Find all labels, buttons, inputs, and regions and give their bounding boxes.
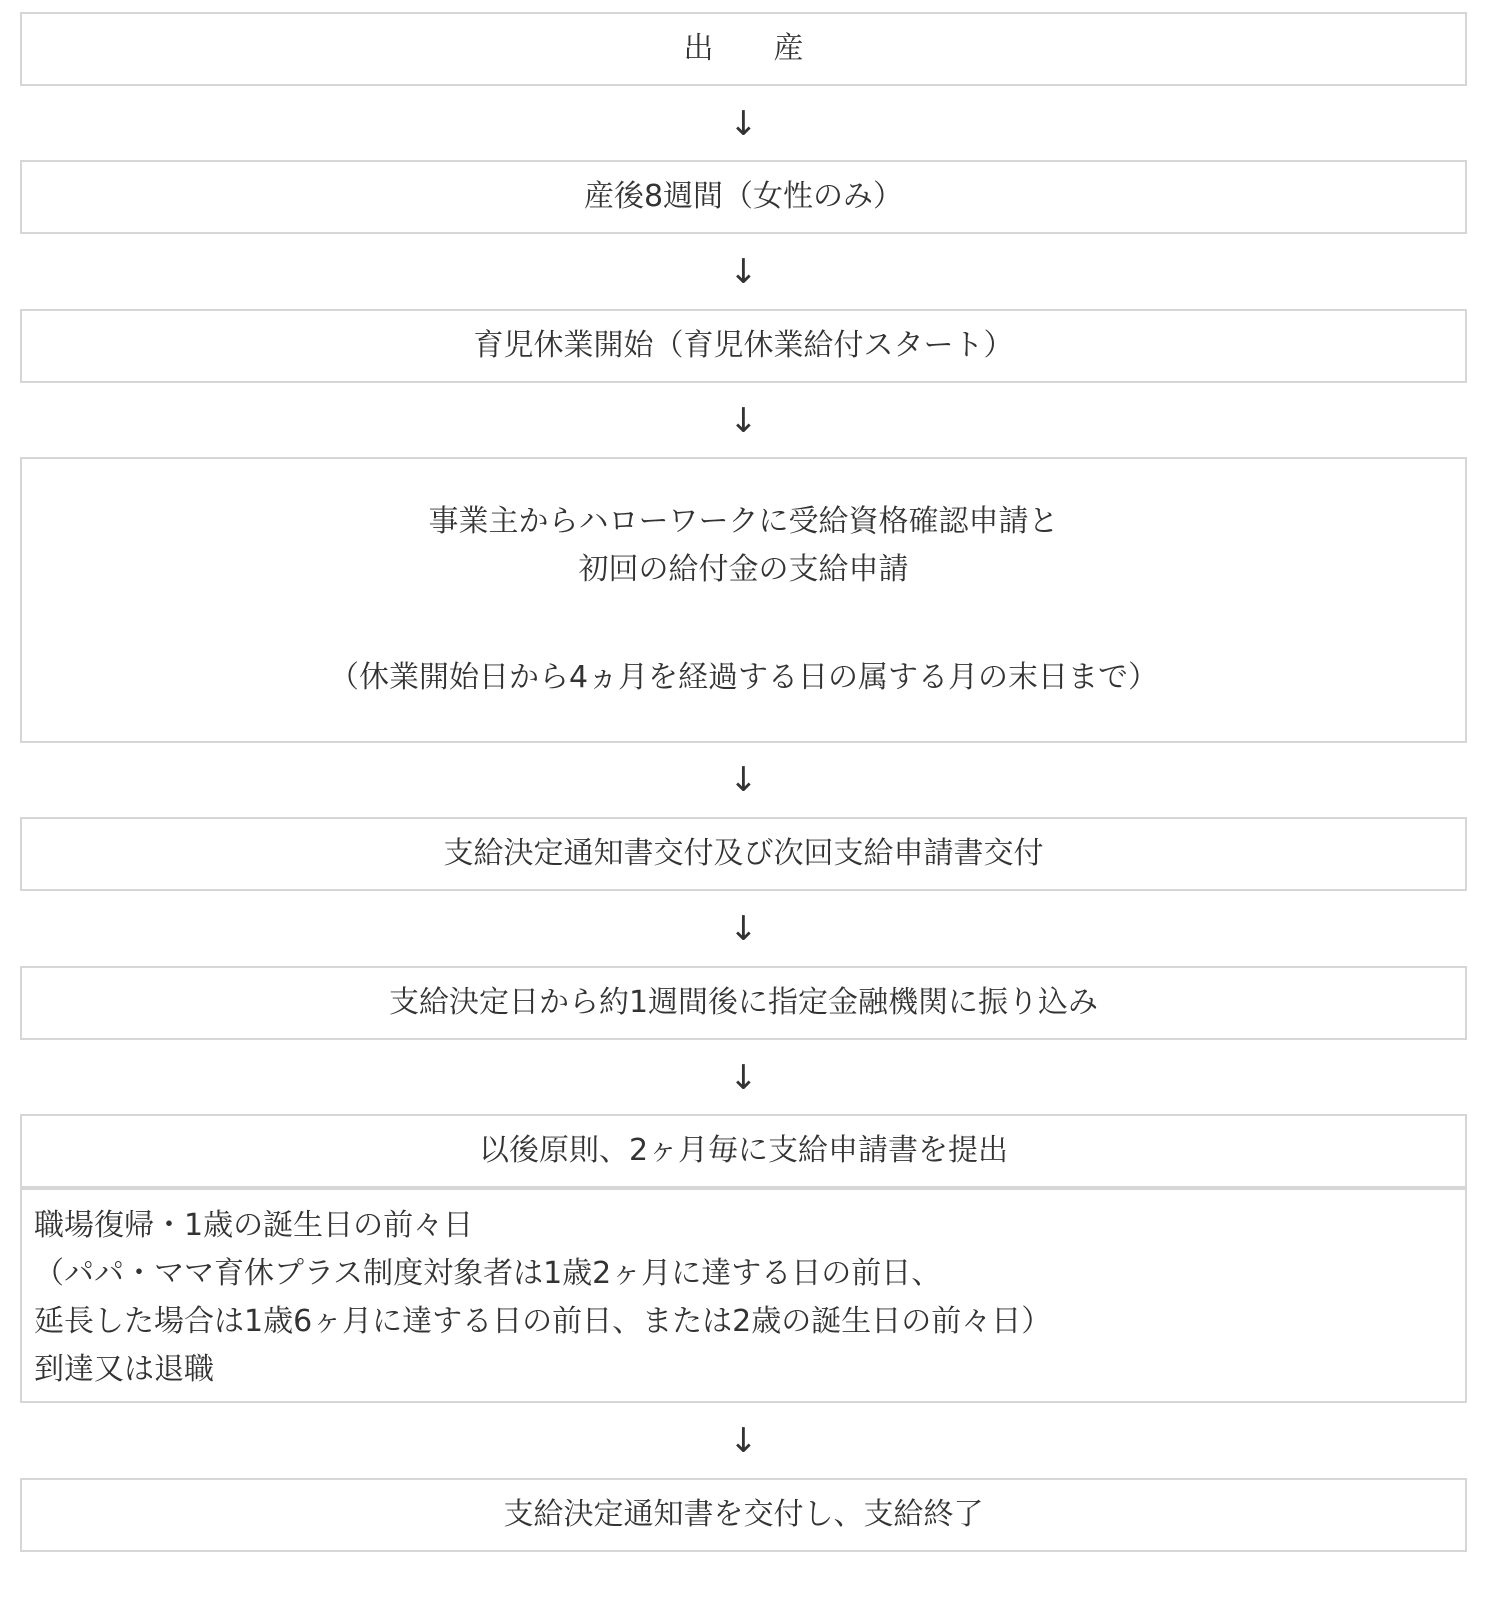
step-text: （パパ・ママ育休プラス制度対象者は1歳2ヶ月に達する日の前日、 <box>34 1256 942 1291</box>
flow-step-decision-notice <box>20 817 1467 891</box>
flow-step-end <box>20 1478 1467 1552</box>
flow-step-leave-start <box>20 309 1467 383</box>
flow-step-birth <box>20 12 1467 86</box>
step-text: 延長した場合は1歳6ヶ月に達する日の前日、または2歳の誕生日の前々日） <box>34 1304 1052 1339</box>
flow-step-application <box>20 457 1467 743</box>
down-arrow-icon: ↓ <box>729 1058 758 1098</box>
flow-step-return-or-retire <box>20 1188 1467 1403</box>
down-arrow-icon: ↓ <box>729 760 758 800</box>
down-arrow-icon: ↓ <box>729 252 758 292</box>
step-text: 出 産 <box>683 31 804 66</box>
flow-step-transfer <box>20 966 1467 1040</box>
down-arrow-icon: ↓ <box>729 909 758 949</box>
step-text: 育児休業開始（育児休業給付スタート） <box>473 328 1014 363</box>
step-text: 初回の給付金の支給申請 <box>578 552 909 587</box>
flow-step-bimonthly <box>20 1114 1467 1188</box>
down-arrow-icon: ↓ <box>729 401 758 441</box>
step-text: 到達又は退職 <box>34 1352 214 1387</box>
step-text: 以後原則、2ヶ月毎に支給申請書を提出 <box>478 1133 1009 1168</box>
step-text: 支給決定通知書を交付し、支給終了 <box>503 1497 984 1532</box>
step-text: 産後8週間（女性のみ） <box>583 179 904 214</box>
down-arrow-icon: ↓ <box>729 1421 758 1461</box>
down-arrow-icon: ↓ <box>729 104 758 144</box>
step-note: （休業開始日から4ヵ月を経過する日の属する月の末日まで） <box>328 660 1159 695</box>
step-text: 職場復帰・1歳の誕生日の前々日 <box>34 1208 474 1243</box>
step-text: 支給決定日から約1週間後に指定金融機関に振り込み <box>388 985 1099 1020</box>
flow-step-postpartum <box>20 160 1467 234</box>
step-text: 支給決定通知書交付及び次回支給申請書交付 <box>443 836 1044 871</box>
step-text: 事業主からハローワークに受給資格確認申請と <box>428 504 1059 539</box>
